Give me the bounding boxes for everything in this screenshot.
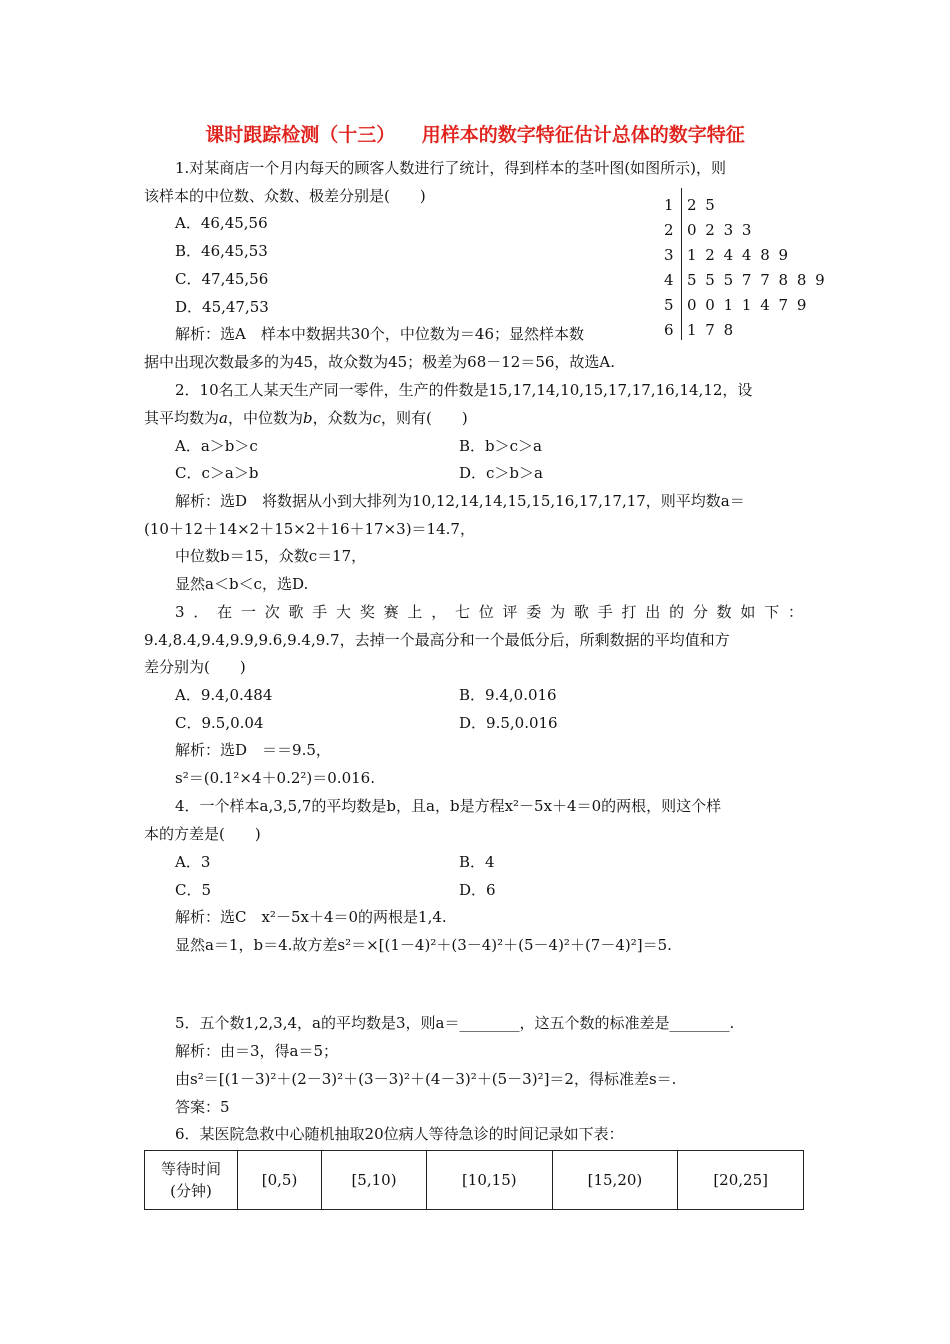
- q6-stem-line1: 6．某医院急救中心随机抽取20位病人等待急诊的时间记录如下表：: [175, 1125, 624, 1143]
- q2-option-a: A．a＞b＞c: [175, 437, 258, 455]
- q2-solution-line2: (10＋12＋14×2＋15×2＋16＋17×3)＝14.7，: [144, 520, 475, 538]
- leaf-row-4: 5 5 5 7 7 8 8 9: [687, 271, 827, 289]
- q4-stem-line2: 本的方差是( ): [144, 825, 261, 843]
- q2-option-c: C．c＞a＞b: [175, 464, 259, 482]
- q1-option-b: B．46,45,53: [175, 242, 268, 260]
- q2-option-d: D．c＞b＞a: [459, 464, 543, 482]
- q5-stem-line1: 5．五个数1,2,3,4，a的平均数是3，则a＝________，这五个数的标准差是________.: [175, 1014, 735, 1032]
- q1-solution-line2: 据中出现次数最多的为45，故众数为45；极差为68－12＝56，故选A.: [144, 353, 616, 371]
- q3-solution-line2: s²＝(0.1²×4＋0.2²)＝0.016.: [175, 769, 375, 787]
- q1-option-a: A．46,45,56: [175, 214, 268, 232]
- leaf-row-5: 0 0 1 1 4 7 9: [687, 296, 809, 314]
- leaf-row-6: 1 7 8: [687, 321, 736, 339]
- table-header-line1: 等待时间: [160, 1160, 221, 1178]
- q1-stem-line2: 该样本的中位数、众数、极差分别是( ): [144, 187, 426, 205]
- stem-6: 6: [664, 321, 674, 339]
- table-header-cell: [145, 1151, 238, 1210]
- stem-leaf-divider: [681, 188, 682, 340]
- page-title: 课时跟踪检测（十三） 用样本的数字特征估计总体的数字特征: [205, 124, 745, 146]
- stem-2: 2: [664, 221, 674, 239]
- q5-answer: 答案：5: [175, 1098, 230, 1116]
- q1-stem-line1: 1.对某商店一个月内每天的顾客人数进行了统计，得到样本的茎叶图(如图所示)，则: [175, 159, 727, 177]
- q5-solution-line2: 由s²＝[(1－3)²＋(2－3)²＋(3－3)²＋(4－3)²＋(5－3)²]＝2，得标准差s＝.: [175, 1070, 677, 1088]
- q4-solution-line2: 显然a＝1，b＝4.故方差s²＝×[(1－4)²＋(3－4)²＋(5－4)²＋(7－4)²]＝5.: [175, 936, 672, 954]
- table-cell-interval-3: [10,15): [426, 1151, 552, 1210]
- q2-option-b: B．b＞c＞a: [459, 437, 542, 455]
- leaf-row-2: 0 2 3 3: [687, 221, 754, 239]
- stem-1: 1: [664, 196, 674, 214]
- q3-option-b: B．9.4,0.016: [459, 686, 557, 704]
- q1-option-d: D．45,47,53: [175, 298, 269, 316]
- q2-stem-line2: 其平均数为a，中位数为b，众数为c，则有( ): [144, 409, 468, 427]
- q4-option-d: D．6: [459, 881, 496, 899]
- q3-solution-line1: 解析：选D ＝＝9.5，: [175, 741, 331, 759]
- q4-solution-line1: 解析：选C x²－5x＋4＝0的两根是1,4.: [175, 908, 447, 926]
- q3-option-d: D．9.5,0.016: [459, 714, 558, 732]
- q3-stem-line3: 差分别为( ): [144, 658, 246, 676]
- stem-3: 3: [664, 246, 674, 264]
- q2-stem-line1: 2．10名工人某天生产同一零件，生产的件数是15,17,14,10,15,17,17,16,14,12，设: [175, 381, 753, 399]
- q1-option-c: C．47,45,56: [175, 270, 269, 288]
- table-cell-interval-5: [20,25]: [678, 1151, 804, 1210]
- q5-solution-line1: 解析：由＝3，得a＝5；: [175, 1042, 339, 1060]
- table-header-line2: (分钟): [170, 1182, 212, 1200]
- table-cell-interval-1: [0,5): [238, 1151, 322, 1210]
- q2-solution-line1: 解析：选D 将数据从小到大排列为10,12,14,14,15,15,16,17,17,17，则平均数a＝: [175, 492, 745, 510]
- table-cell-interval-4: [15,20): [552, 1151, 678, 1210]
- waiting-time-table: [144, 1150, 804, 1210]
- q2-solution-line4: 显然a＜b＜c，选D.: [175, 575, 309, 593]
- table-cell-interval-2: [5,10): [322, 1151, 427, 1210]
- q4-stem-line1: 4．一个样本a,3,5,7的平均数是b，且a，b是方程x²－5x＋4＝0的两根，则这个样: [175, 797, 722, 815]
- leaf-row-1: 2 5: [687, 196, 717, 214]
- q3-option-a: A．9.4,0.484: [175, 686, 273, 704]
- leaf-row-3: 1 2 4 4 8 9: [687, 246, 791, 264]
- stem-4: 4: [664, 271, 674, 289]
- q4-option-a: A．3: [175, 853, 211, 871]
- q3-option-c: C．9.5,0.04: [175, 714, 264, 732]
- q2-solution-line3: 中位数b＝15，众数c＝17，: [175, 547, 367, 565]
- q4-option-c: C．5: [175, 881, 212, 899]
- table-row: [145, 1151, 804, 1210]
- q3-stem-line2: 9.4,8.4,9.4,9.9,9.6,9.4,9.7，去掉一个最高分和一个最低分后，所剩数据的平均值和方: [144, 631, 730, 649]
- q3-stem-line1: 3．在一次歌手大奖赛上，七位评委为歌手打出的分数如下：: [175, 603, 803, 621]
- q4-option-b: B．4: [459, 853, 495, 871]
- q1-solution-line1: 解析：选A 样本中数据共30个，中位数为＝46；显然样本数: [175, 325, 585, 343]
- stem-5: 5: [664, 296, 674, 314]
